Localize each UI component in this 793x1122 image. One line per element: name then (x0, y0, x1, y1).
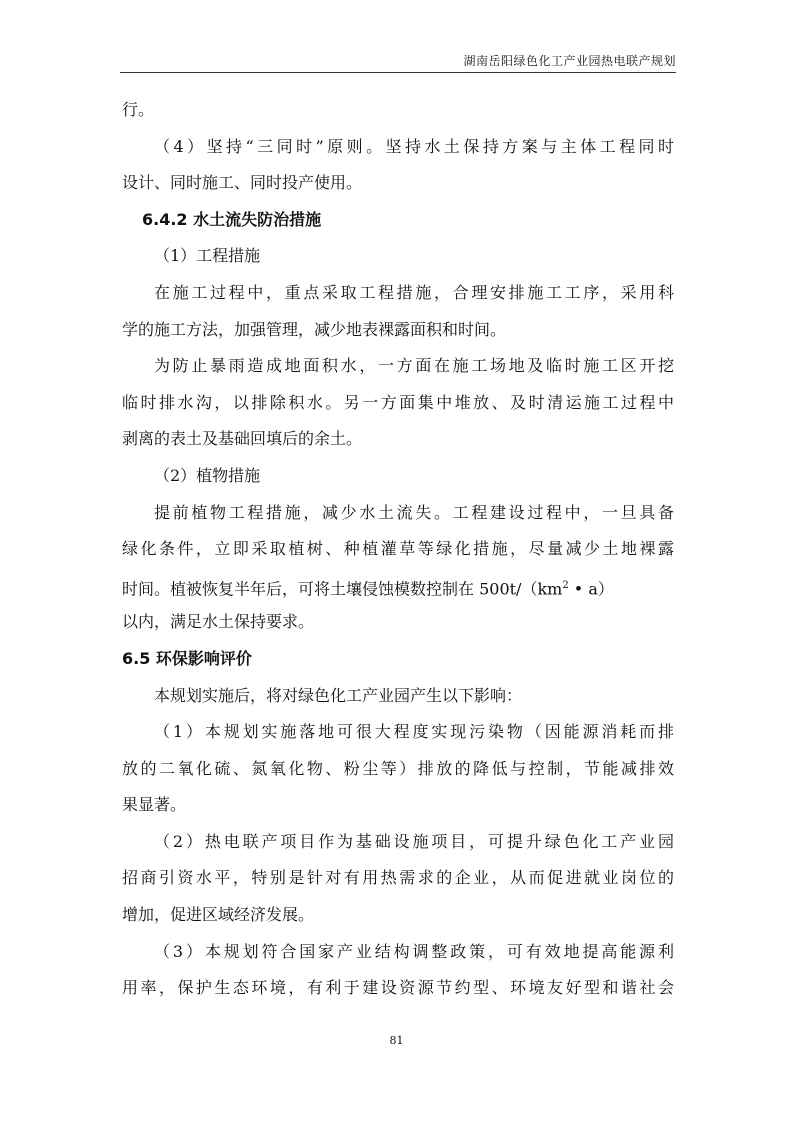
text-line: 果显著。 (122, 795, 187, 815)
document-body (122, 92, 674, 1007)
text-line: 临时排水沟，以排除积水。另一方面集中堆放、及时清运施工过程中 (122, 392, 674, 412)
text-line: 增加，促进区域经济发展。 (122, 905, 315, 925)
text-line: 放的二氧化硫、氮氧化物、粉尘等）排放的降低与控制，节能减排效 (122, 758, 674, 778)
text-line: （2）热电联产项目作为基础设施项目，可提升绿色化工产业园 (154, 831, 674, 851)
subsection-heading: （2）植物措施 (154, 465, 261, 485)
section-heading: 6.5 环保影响评价 (122, 648, 252, 668)
text-line: 以内，满足水土保持要求。 (122, 612, 315, 632)
text-line: 在施工过程中，重点采取工程措施，合理安排施工工序，采用科 (154, 282, 674, 302)
text-line: 提前植物工程措施，减少水土流失。工程建设过程中，一旦具备 (154, 502, 674, 522)
text-line: 招商引资水平，特别是针对有用热需求的企业，从而促进就业岗位的 (122, 868, 674, 888)
text-line: 设计、同时施工、同时投产使用。 (122, 173, 363, 193)
text-span: 时间。植被恢复半年后，可将土壤侵蚀模数控制在 500t/（km (122, 579, 563, 599)
text-span: • a） (568, 579, 614, 599)
page-header (120, 44, 676, 74)
text-line: （1）本规划实施落地可很大程度实现污染物（因能源消耗而排 (154, 722, 674, 742)
header-rule (120, 72, 676, 73)
text-line: 剥离的表土及基础回填后的余土。 (122, 429, 363, 449)
text-line: （3）本规划符合国家产业结构调整政策，可有效地提高能源利 (154, 941, 674, 961)
page-number: 81 (389, 1034, 404, 1047)
text-line (122, 568, 674, 605)
text-line: （4）坚持“三同时”原则。坚持水土保持方案与主体工程同时 (154, 136, 674, 156)
subsection-heading: （1）工程措施 (154, 246, 261, 266)
text-line: 为防止暴雨造成地面积水，一方面在施工场地及临时施工区开挖 (154, 356, 674, 376)
text-line: 用率，保护生态环境，有利于建设资源节约型、环境友好型和谐社会 (122, 978, 674, 998)
superscript: 2 (562, 579, 569, 591)
text-line: 学的施工方法，加强管理，减少地表裸露面积和时间。 (122, 319, 507, 339)
text-line: 行。 (122, 100, 155, 119)
section-heading: 6.4.2 水土流失防治措施 (142, 209, 322, 229)
text-line: 绿化条件，立即采取植树、种植灌草等绿化措施，尽量减少土地裸露 (122, 539, 674, 559)
header-title: 湖南岳阳绿色化工产业园热电联产规划 (463, 54, 676, 68)
text-line: 本规划实施后，将对绿色化工产业园产生以下影响： (154, 685, 523, 705)
